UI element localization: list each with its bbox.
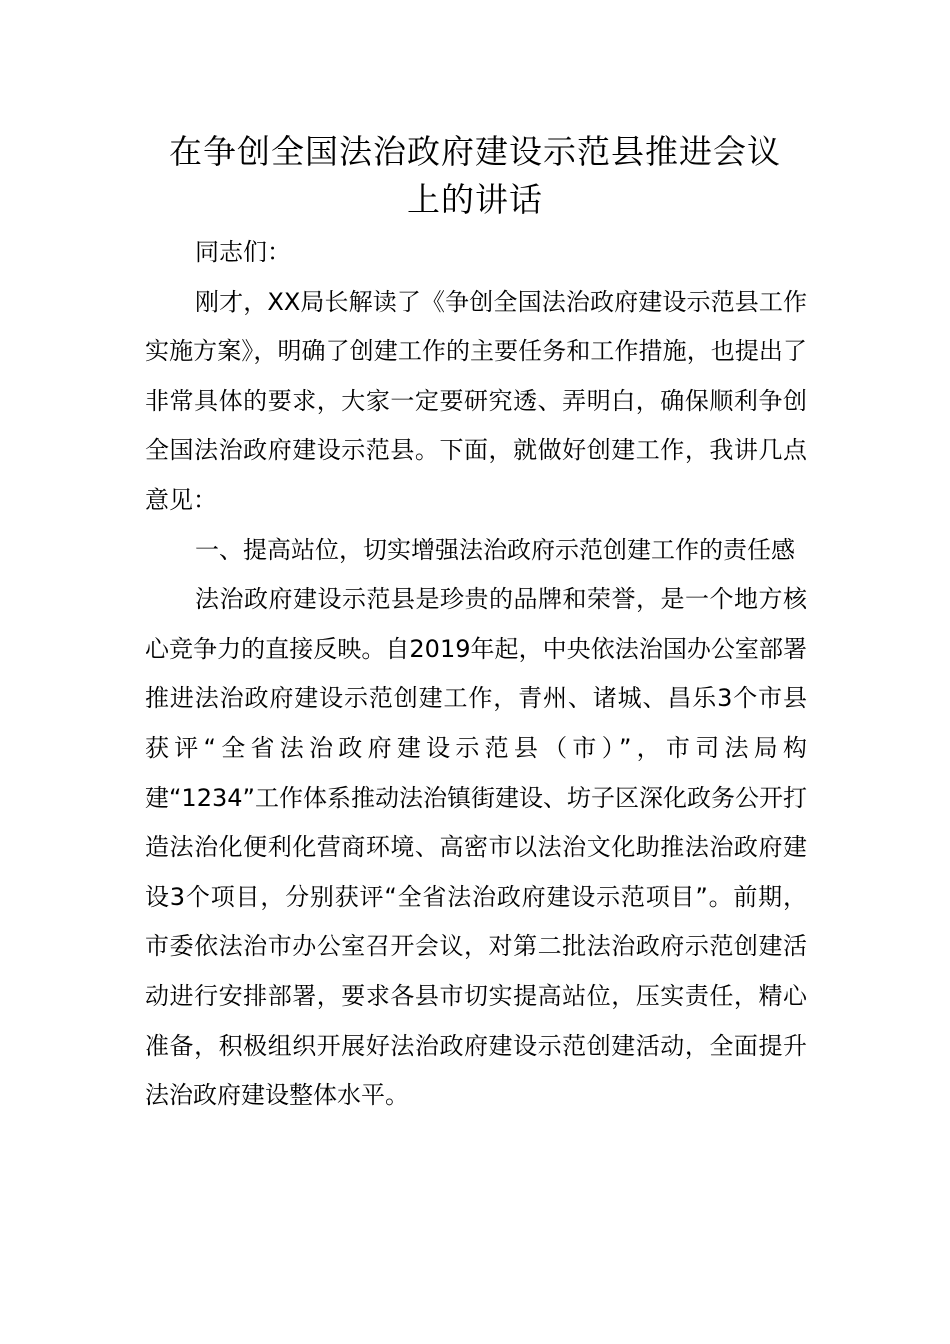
- title-line-1: 在争创全国法治政府建设示范县推进会议: [169, 132, 781, 171]
- section-heading-1: 一、提高站位，切实增强法治政府示范创建工作的责任感: [195, 535, 795, 564]
- salutation: 同志们：: [195, 238, 291, 266]
- document-title: [140, 128, 810, 224]
- paragraph-intro: 刚才，XX局长解读了《争创全国法治政府建设示范县工作实施方案》，明确了创建工作的主要任务和工作措施，也提出了非常具体的要求，大家一定要研究透、弄明白，确保顺利争创全国法治政府建设示范县。下面，就做好创建工作，我讲几点意见：: [145, 287, 807, 514]
- paragraph-section-1: 法治政府建设示范县是珍贵的品牌和荣誉，是一个地方核心竞争力的直接反映。自2019年起，中央依法治国办公室部署推进法治政府建设示范创建工作，青州、诸城、昌乐3个市县获评“全省法治政府建设示范县（市）”，市司法局构建“1234”工作体系推动法治镇街建设、坊子区深化政务公开打造法治化便利化营商环境、高密市以法治文化助推法治政府建设3个项目，分别获评“全省法治政府建设示范项目”。前期，市委依法治市办公室召开会议，对第二批法治政府示范创建活动进行安排部署，要求各县市切实提高站位，压实责任，精心准备，积极组织开展好法治政府建设示范创建活动，全面提升法治政府建设整体水平。: [145, 585, 807, 1110]
- document-body: [145, 228, 807, 1121]
- title-line-2: 上的讲话: [407, 180, 543, 219]
